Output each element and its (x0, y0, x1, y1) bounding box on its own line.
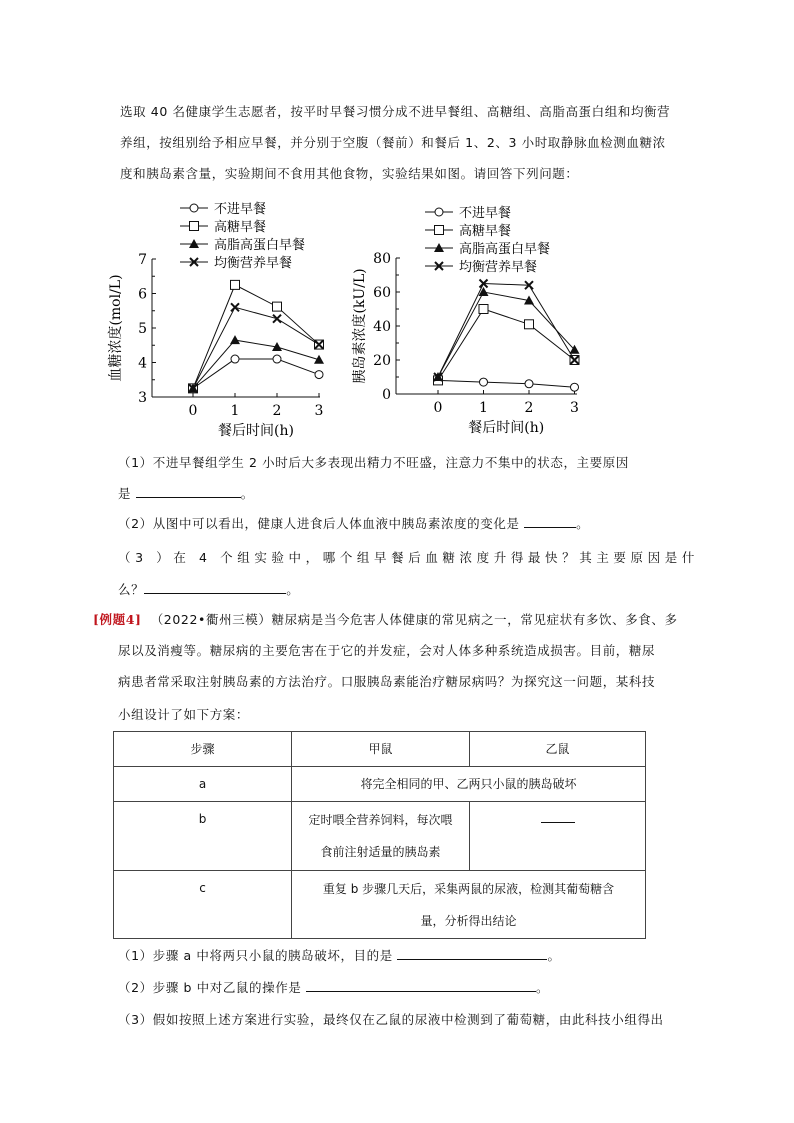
sq1-text: （1）步骤 a 中将两只小鼠的胰岛破坏，目的是 (118, 948, 393, 963)
x-tick-label: 1 (479, 400, 488, 416)
example-tag: [例题4] (93, 612, 142, 627)
data-point (273, 302, 282, 311)
q1-end: 。 (240, 486, 254, 501)
series-line-高糖早餐 (193, 285, 319, 389)
example-text: 尿以及消瘦等。糖尿病的主要危害在于它的并发症，会对人体多种系统造成损害。目前，糖尿 (118, 643, 656, 658)
insulin-chart (345, 195, 595, 445)
q3-word: 么？ (118, 582, 145, 597)
legend-marker (435, 226, 444, 235)
answer-blank[interactable] (306, 979, 536, 992)
y-tick-label: 80 (373, 251, 391, 267)
y-tick-label: 0 (382, 387, 391, 403)
question-1: （1）不进早餐组学生 2 小时后大多表现出精力不旺盛，注意力不集中的状态，主要原因 (118, 455, 629, 470)
series-line-不进早餐 (193, 359, 319, 388)
series-line-均衡营养早餐 (438, 284, 575, 378)
x-tick-label: 0 (433, 400, 443, 416)
x-tick-label: 3 (314, 403, 324, 419)
data-point (571, 383, 579, 391)
y-tick-label: 40 (373, 319, 391, 335)
answer-blank[interactable] (541, 810, 575, 823)
data-point (479, 305, 488, 314)
data-point (231, 280, 240, 289)
data-point (231, 303, 239, 311)
example-text: 小组设计了如下方案： (118, 707, 250, 722)
step-c-text (292, 871, 646, 939)
x-tick-label: 2 (272, 403, 282, 419)
y-tick-label: 5 (138, 321, 147, 337)
step-a-text: 将完全相同的甲、乙两只小鼠的胰岛破坏 (292, 767, 646, 802)
q3-end: 。 (286, 582, 300, 597)
legend-label: 高糖早餐 (214, 220, 267, 235)
y-tick-label: 4 (138, 355, 147, 372)
sq2-end: 。 (536, 980, 550, 995)
legend-label: 均衡营养早餐 (214, 256, 293, 271)
y-axis-label: 胰岛素浓度(kU/L) (352, 268, 368, 384)
sub-question-2 (118, 978, 549, 996)
step-label: c (114, 871, 292, 939)
answer-blank[interactable] (136, 485, 241, 498)
sub-question-1 (118, 946, 561, 964)
x-tick-label: 0 (188, 403, 198, 419)
series-line-高糖早餐 (438, 309, 575, 380)
experiment-table (113, 731, 646, 939)
data-point (525, 380, 533, 388)
q2-text: （2）从图中可以看出，健康人进食后人体血液中胰岛素浓度的变化是 (118, 516, 520, 531)
x-tick-label: 2 (524, 400, 534, 416)
series-line-均衡营养早餐 (193, 307, 319, 388)
data-point (315, 371, 323, 379)
data-point (231, 355, 239, 363)
y-tick-label: 60 (373, 285, 391, 301)
legend-label: 不进早餐 (459, 206, 512, 221)
legend-label: 高脂高蛋白早餐 (214, 238, 306, 253)
header-mouse-a: 甲鼠 (292, 732, 470, 767)
header-mouse-b: 乙鼠 (470, 732, 646, 767)
data-point (230, 335, 240, 344)
header-step: 步骤 (114, 732, 292, 767)
data-point (314, 355, 324, 364)
legend-label: 高糖早餐 (459, 224, 512, 239)
legend-marker (435, 208, 443, 216)
data-point (273, 315, 281, 323)
intro-line: 选取 40 名健康学生志愿者，按平时早餐习惯分成不进早餐组、高糖组、高脂高蛋白组和均衡营 (120, 104, 671, 119)
question-2 (118, 514, 589, 532)
q2-end: 。 (576, 516, 590, 531)
step-label: a (114, 767, 292, 802)
question-3: （3 ）在 4 个组实验中，哪个组早餐后血糖浓度升得最快？其主要原因是什 (118, 550, 699, 565)
series-line-不进早餐 (438, 380, 575, 387)
y-tick-label: 6 (138, 286, 147, 303)
x-axis-label: 餐后时间(h) (218, 423, 294, 439)
step-label: b (114, 802, 292, 871)
data-point (525, 320, 534, 329)
legend-label: 不进早餐 (214, 202, 267, 217)
legend-label: 高脂高蛋白早餐 (459, 242, 551, 257)
intro-line: 度和胰岛素含量，实验期间不食用其他食物，实验结果如图。请回答下列问题： (120, 166, 579, 181)
blood-glucose-chart (100, 195, 350, 445)
cell-line: 量，分析得出结论 (420, 913, 517, 928)
x-tick-label: 3 (570, 400, 579, 416)
answer-blank[interactable] (144, 581, 286, 594)
step-b-mouse-b (470, 802, 646, 871)
sub-question-3: （3）假如按照上述方案进行实验，最终仅在乙鼠的尿液中检测到了葡萄糖，由此科技小组得出 (118, 1012, 664, 1027)
y-tick-label: 3 (138, 390, 147, 406)
example-text: 病患者常采取注射胰岛素的方法治疗。口服胰岛素能治疗糖尿病吗？为探究这一问题，某科技 (118, 674, 656, 689)
data-point (480, 378, 488, 386)
x-axis-label: 餐后时间(h) (468, 420, 545, 436)
legend-label: 均衡营养早餐 (459, 260, 538, 275)
x-tick-label: 1 (230, 403, 240, 419)
legend-marker (190, 204, 198, 212)
answer-blank[interactable] (397, 947, 547, 960)
sq1-end: 。 (547, 948, 561, 963)
q1-word: 是 (118, 486, 132, 501)
question-3-cont (118, 580, 299, 598)
legend-marker (190, 222, 199, 231)
y-tick-label: 20 (373, 353, 391, 369)
sq2-text: （2）步骤 b 中对乙鼠的操作是 (118, 980, 302, 995)
y-axis-label: 血糖浓度(mol/L) (108, 274, 124, 382)
series-line-高脂高蛋白早餐 (193, 340, 319, 388)
answer-blank[interactable] (524, 515, 576, 528)
intro-line: 养组，按组别给予相应早餐，并分别于空腹（餐前）和餐后 1、2、3 小时取静脉血检测血糖浓 (120, 135, 666, 150)
example-text: （2022•衢州三模）糖尿病是当今危害人体健康的常见病之一，常见症状有多饮、多食、多 (150, 612, 678, 627)
question-1-cont (118, 484, 254, 502)
data-point (273, 355, 281, 363)
example-4-line (93, 610, 678, 628)
y-tick-label: 7 (138, 252, 147, 268)
cell-line: 定时喂全营养饲料，每次喂 (308, 813, 453, 827)
step-b-mouse-a (292, 802, 470, 871)
cell-line: 食前注射适量的胰岛素 (320, 845, 441, 859)
cell-line: 重复 b 步骤几天后，采集两鼠的尿液，检测其葡萄糖含 (322, 881, 615, 896)
